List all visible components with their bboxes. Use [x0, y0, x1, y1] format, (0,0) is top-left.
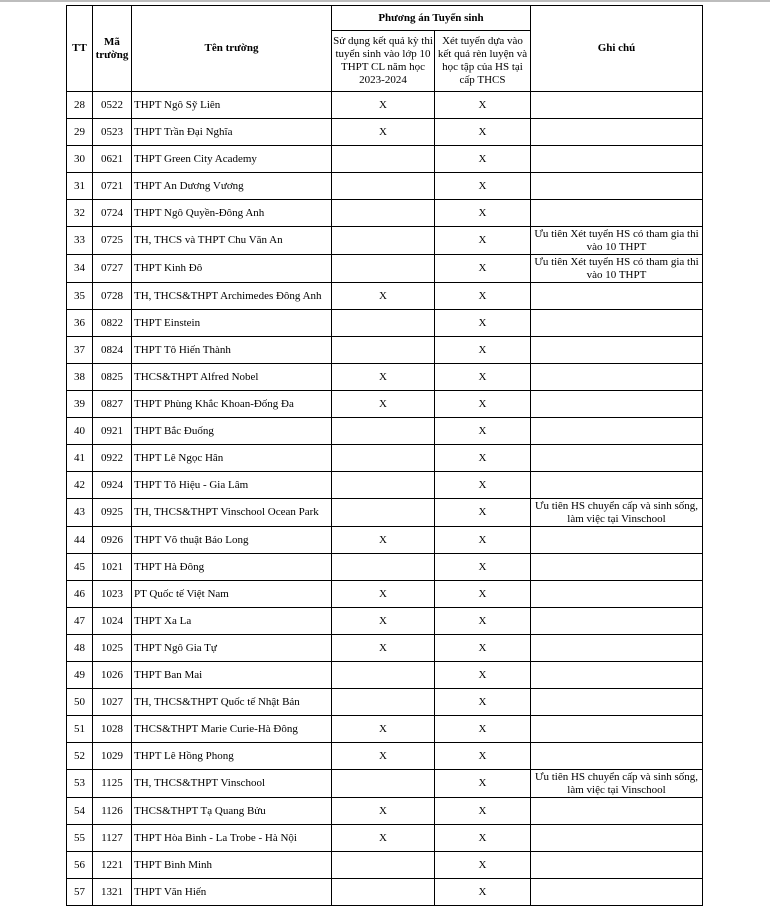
note	[531, 445, 703, 472]
table-row	[67, 635, 703, 662]
note	[531, 662, 703, 689]
row-number: 48	[67, 635, 93, 662]
table-row	[67, 716, 703, 743]
school-name: THPT Einstein	[132, 310, 332, 337]
review-mark: X	[435, 879, 531, 906]
table-row	[67, 364, 703, 391]
exam-mark	[332, 689, 435, 716]
school-code: 0827	[93, 391, 132, 418]
viewer-top-edge	[0, 0, 770, 2]
exam-mark	[332, 499, 435, 527]
school-name: THPT Green City Academy	[132, 146, 332, 173]
review-mark: X	[435, 418, 531, 445]
note	[531, 200, 703, 227]
note: Ưu tiên HS chuyển cấp và sinh sống, làm việc tại Vinschool	[531, 499, 703, 527]
row-number: 29	[67, 119, 93, 146]
row-number: 42	[67, 472, 93, 499]
row-number: 28	[67, 92, 93, 119]
exam-mark	[332, 227, 435, 255]
note	[531, 418, 703, 445]
row-number: 46	[67, 581, 93, 608]
table-row	[67, 499, 703, 527]
school-name: THPT Ngô Sỹ Liên	[132, 92, 332, 119]
exam-mark	[332, 770, 435, 798]
exam-mark	[332, 310, 435, 337]
note	[531, 173, 703, 200]
exam-mark	[332, 146, 435, 173]
table-row	[67, 662, 703, 689]
school-name: THPT Ban Mai	[132, 662, 332, 689]
note	[531, 527, 703, 554]
exam-mark	[332, 255, 435, 283]
table-row	[67, 146, 703, 173]
exam-mark	[332, 445, 435, 472]
note	[531, 743, 703, 770]
school-code: 1126	[93, 798, 132, 825]
review-mark: X	[435, 554, 531, 581]
school-code: 0922	[93, 445, 132, 472]
table-row	[67, 472, 703, 499]
school-name: THPT Văn Hiến	[132, 879, 332, 906]
school-name: THPT Lê Hồng Phong	[132, 743, 332, 770]
school-name: THCS&THPT Marie Curie-Hà Đông	[132, 716, 332, 743]
row-number: 54	[67, 798, 93, 825]
exam-mark	[332, 472, 435, 499]
review-mark: X	[435, 608, 531, 635]
school-name: THPT Bắc Đuống	[132, 418, 332, 445]
review-mark: X	[435, 798, 531, 825]
review-mark: X	[435, 364, 531, 391]
row-number: 52	[67, 743, 93, 770]
table-row	[67, 173, 703, 200]
school-code: 0825	[93, 364, 132, 391]
note	[531, 716, 703, 743]
school-code: 0523	[93, 119, 132, 146]
review-mark: X	[435, 92, 531, 119]
header-tt: TT	[67, 6, 93, 92]
table-row	[67, 255, 703, 283]
row-number: 41	[67, 445, 93, 472]
review-mark: X	[435, 825, 531, 852]
table-row	[67, 119, 703, 146]
review-mark: X	[435, 499, 531, 527]
note	[531, 879, 703, 906]
exam-mark: X	[332, 798, 435, 825]
school-code: 0921	[93, 418, 132, 445]
exam-mark: X	[332, 581, 435, 608]
school-code: 0926	[93, 527, 132, 554]
note	[531, 852, 703, 879]
row-number: 36	[67, 310, 93, 337]
row-number: 55	[67, 825, 93, 852]
review-mark: X	[435, 173, 531, 200]
row-number: 38	[67, 364, 93, 391]
exam-mark	[332, 554, 435, 581]
table-row	[67, 92, 703, 119]
school-name: THPT Tô Hiệu - Gia Lâm	[132, 472, 332, 499]
review-mark: X	[435, 527, 531, 554]
school-code: 1021	[93, 554, 132, 581]
review-mark: X	[435, 472, 531, 499]
header-plan-review: Xét tuyển dựa vào kết quả rèn luyện và học tập của HS tại cấp THCS	[435, 31, 531, 92]
row-number: 31	[67, 173, 93, 200]
note	[531, 364, 703, 391]
school-name: THPT Võ thuật Bảo Long	[132, 527, 332, 554]
exam-mark	[332, 879, 435, 906]
table-row	[67, 798, 703, 825]
note	[531, 472, 703, 499]
school-name: THPT Tô Hiến Thành	[132, 337, 332, 364]
exam-mark	[332, 662, 435, 689]
school-code: 0728	[93, 283, 132, 310]
table-row	[67, 200, 703, 227]
school-name: THPT Ngô Quyền-Đông Anh	[132, 200, 332, 227]
table-row	[67, 608, 703, 635]
school-name: TH, THCS&THPT Quốc tế Nhật Bản	[132, 689, 332, 716]
review-mark: X	[435, 743, 531, 770]
school-code: 0822	[93, 310, 132, 337]
note: Ưu tiên HS chuyển cấp và sinh sống, làm việc tại Vinschool	[531, 770, 703, 798]
table-row	[67, 879, 703, 906]
school-code: 0724	[93, 200, 132, 227]
note	[531, 92, 703, 119]
row-number: 57	[67, 879, 93, 906]
school-code: 1027	[93, 689, 132, 716]
school-code: 1026	[93, 662, 132, 689]
table-row	[67, 227, 703, 255]
school-code: 1127	[93, 825, 132, 852]
school-name: TH, THCS&THPT Vinschool Ocean Park	[132, 499, 332, 527]
table-row	[67, 743, 703, 770]
review-mark: X	[435, 716, 531, 743]
table-row	[67, 581, 703, 608]
school-name: THPT Trần Đại Nghĩa	[132, 119, 332, 146]
school-code: 0522	[93, 92, 132, 119]
school-code: 0824	[93, 337, 132, 364]
row-number: 30	[67, 146, 93, 173]
note	[531, 635, 703, 662]
row-number: 53	[67, 770, 93, 798]
row-number: 44	[67, 527, 93, 554]
exam-mark: X	[332, 92, 435, 119]
row-number: 47	[67, 608, 93, 635]
note	[531, 391, 703, 418]
exam-mark: X	[332, 364, 435, 391]
header-code: Mã trường	[93, 6, 132, 92]
row-number: 51	[67, 716, 93, 743]
admission-table	[66, 5, 703, 906]
table-row	[67, 825, 703, 852]
note: Ưu tiên Xét tuyển HS có tham gia thi vào 10 THPT	[531, 255, 703, 283]
row-number: 43	[67, 499, 93, 527]
exam-mark	[332, 852, 435, 879]
school-name: THPT Hà Đông	[132, 554, 332, 581]
note	[531, 798, 703, 825]
row-number: 50	[67, 689, 93, 716]
school-code: 1029	[93, 743, 132, 770]
review-mark: X	[435, 255, 531, 283]
review-mark: X	[435, 445, 531, 472]
note	[531, 337, 703, 364]
school-code: 0925	[93, 499, 132, 527]
school-name: THPT An Dương Vương	[132, 173, 332, 200]
review-mark: X	[435, 283, 531, 310]
school-code: 1321	[93, 879, 132, 906]
school-name: PT Quốc tế Việt Nam	[132, 581, 332, 608]
exam-mark: X	[332, 283, 435, 310]
school-code: 1023	[93, 581, 132, 608]
review-mark: X	[435, 689, 531, 716]
exam-mark: X	[332, 825, 435, 852]
review-mark: X	[435, 391, 531, 418]
school-code: 1024	[93, 608, 132, 635]
school-name: THPT Lê Ngọc Hân	[132, 445, 332, 472]
school-name: TH, THCS và THPT Chu Văn An	[132, 227, 332, 255]
table-row	[67, 283, 703, 310]
school-name: THCS&THPT Alfred Nobel	[132, 364, 332, 391]
note	[531, 310, 703, 337]
row-number: 39	[67, 391, 93, 418]
table-row	[67, 852, 703, 879]
header-admission-plan: Phương án Tuyển sinh	[332, 6, 531, 31]
row-number: 56	[67, 852, 93, 879]
exam-mark	[332, 173, 435, 200]
note	[531, 689, 703, 716]
exam-mark	[332, 337, 435, 364]
school-name: TH, THCS&THPT Archimedes Đông Anh	[132, 283, 332, 310]
header-plan-exam: Sử dụng kết quả kỳ thi tuyển sinh vào lớp 10 THPT CL năm học 2023-2024	[332, 31, 435, 92]
school-code: 0727	[93, 255, 132, 283]
school-name: TH, THCS&THPT Vinschool	[132, 770, 332, 798]
school-code: 1028	[93, 716, 132, 743]
exam-mark: X	[332, 635, 435, 662]
table-row	[67, 310, 703, 337]
table-row	[67, 770, 703, 798]
exam-mark	[332, 200, 435, 227]
table-row	[67, 337, 703, 364]
school-name: THPT Hòa Bình - La Trobe - Hà Nội	[132, 825, 332, 852]
row-number: 32	[67, 200, 93, 227]
review-mark: X	[435, 662, 531, 689]
exam-mark: X	[332, 743, 435, 770]
note	[531, 825, 703, 852]
school-code: 0621	[93, 146, 132, 173]
school-code: 1025	[93, 635, 132, 662]
school-name: THPT Phùng Khắc Khoan-Đống Đa	[132, 391, 332, 418]
header-school-name: Tên trường	[132, 6, 332, 92]
review-mark: X	[435, 337, 531, 364]
review-mark: X	[435, 852, 531, 879]
row-number: 49	[67, 662, 93, 689]
exam-mark: X	[332, 608, 435, 635]
row-number: 40	[67, 418, 93, 445]
review-mark: X	[435, 310, 531, 337]
school-code: 1125	[93, 770, 132, 798]
table-row	[67, 689, 703, 716]
review-mark: X	[435, 581, 531, 608]
school-name: THPT Ngô Gia Tự	[132, 635, 332, 662]
review-mark: X	[435, 146, 531, 173]
table-row	[67, 527, 703, 554]
school-name: THCS&THPT Tạ Quang Bửu	[132, 798, 332, 825]
exam-mark	[332, 418, 435, 445]
review-mark: X	[435, 770, 531, 798]
note	[531, 283, 703, 310]
exam-mark: X	[332, 716, 435, 743]
school-code: 0721	[93, 173, 132, 200]
row-number: 45	[67, 554, 93, 581]
school-code: 0924	[93, 472, 132, 499]
note	[531, 146, 703, 173]
row-number: 33	[67, 227, 93, 255]
note	[531, 119, 703, 146]
row-number: 35	[67, 283, 93, 310]
note: Ưu tiên Xét tuyển HS có tham gia thi vào 10 THPT	[531, 227, 703, 255]
school-name: THPT Bình Minh	[132, 852, 332, 879]
note	[531, 581, 703, 608]
review-mark: X	[435, 119, 531, 146]
row-number: 37	[67, 337, 93, 364]
table-row	[67, 445, 703, 472]
exam-mark: X	[332, 119, 435, 146]
review-mark: X	[435, 200, 531, 227]
table-row	[67, 554, 703, 581]
school-name: THPT Xa La	[132, 608, 332, 635]
header-note: Ghi chú	[531, 6, 703, 92]
row-number: 34	[67, 255, 93, 283]
table-row	[67, 391, 703, 418]
table-row	[67, 418, 703, 445]
review-mark: X	[435, 227, 531, 255]
exam-mark: X	[332, 391, 435, 418]
school-name: THPT Kinh Đô	[132, 255, 332, 283]
note	[531, 608, 703, 635]
school-code: 1221	[93, 852, 132, 879]
exam-mark: X	[332, 527, 435, 554]
school-code: 0725	[93, 227, 132, 255]
note	[531, 554, 703, 581]
review-mark: X	[435, 635, 531, 662]
